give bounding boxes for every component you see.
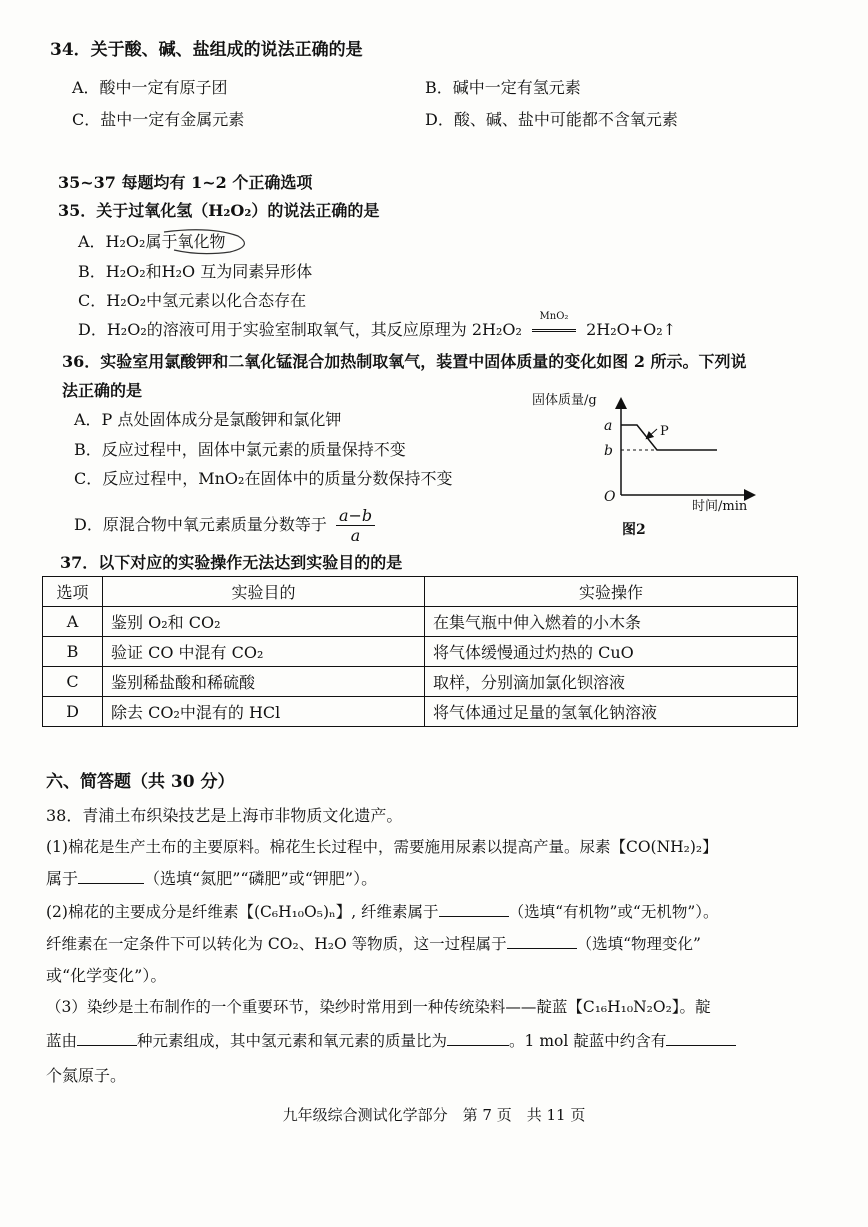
q34-option-d: D．酸、碱、盐中可能都不含氧元素	[425, 110, 678, 129]
row-purpose: 鉴别稀盐酸和稀硫酸	[103, 667, 425, 697]
answer-blank-organic[interactable]	[439, 902, 509, 917]
catalyst-label: MnO₂	[539, 311, 569, 322]
q38-part3-text2: 种元素组成，其中氢元素和氧元素的质量比为	[137, 1032, 448, 1050]
row-option: B	[43, 637, 103, 667]
row-option: C	[43, 667, 103, 697]
section-6-title: 六、简答题（共 30 分）	[46, 772, 235, 792]
q38-part2-line2	[46, 934, 701, 954]
handwritten-mark-icon	[160, 226, 255, 258]
row-operation: 取样，分别滴加氯化钡溶液	[425, 667, 798, 697]
q38-stem: 38．青浦土布织染技艺是上海市非物质文化遗产。	[46, 806, 403, 825]
q34-option-c: C．盐中一定有金属元素	[72, 110, 245, 129]
q35-option-b: B．H₂O₂和H₂O 互为同素异形体	[78, 262, 313, 281]
mass-fraction	[336, 506, 375, 545]
q38-part3-line3: 个氮原子。	[46, 1066, 127, 1085]
q35-option-d	[78, 311, 677, 339]
fraction-numerator: a−b	[336, 506, 375, 526]
row-purpose: 除去 CO₂中混有的 HCl	[103, 697, 425, 727]
q36-option-b: B．反应过程中，固体中氯元素的质量保持不变	[74, 440, 406, 459]
figure-caption: 图2	[622, 522, 646, 538]
point-p-label: P	[660, 424, 669, 439]
figure-ylabel: 固体质量/g	[532, 393, 597, 408]
table-row	[43, 697, 798, 727]
tick-b: b	[604, 443, 613, 459]
row-operation: 在集气瓶中伸入燃着的小木条	[425, 607, 798, 637]
q38-part1-line1: (1)棉花是生产土布的主要原料。棉花生长过程中，需要施用尿素以提高产量。尿素【CO(NH₂)₂】	[46, 838, 718, 856]
answer-blank-mass-ratio[interactable]	[447, 1031, 509, 1046]
origin-label: O	[604, 489, 616, 505]
q34-option-a: A．酸中一定有原子团	[72, 78, 228, 97]
q38-part2-line3: 或“化学变化”）。	[46, 966, 167, 985]
tick-a: a	[604, 418, 613, 434]
table-row	[43, 607, 798, 637]
q37-stem: 37．以下对应的实验操作无法达到实验目的的是	[60, 553, 403, 572]
section-note: 35~37 每题均有 1~2 个正确选项	[58, 173, 313, 192]
row-purpose: 鉴别 O₂和 CO₂	[103, 607, 425, 637]
q38-part3-text1: 蓝由	[46, 1032, 78, 1050]
q35-products: 2H₂O+O₂↑	[586, 320, 677, 339]
answer-blank-fertilizer[interactable]	[78, 869, 144, 884]
q35-stem: 35．关于过氧化氢（H₂O₂）的说法正确的是	[58, 201, 380, 220]
q38-part2-line1	[46, 902, 719, 922]
q38-part1-suffix: （选填“氮肥”“磷肥”或“钾肥”）。	[144, 869, 378, 888]
q38-part2b-prefix: 纤维素在一定条件下可以转化为 CO₂、H₂O 等物质，这一过程属于	[46, 935, 507, 953]
row-purpose: 验证 CO 中混有 CO₂	[103, 637, 425, 667]
q36-option-a: A．P 点处固体成分是氯酸钾和氯化钾	[74, 410, 342, 429]
figure-xlabel: 时间/min	[692, 499, 748, 514]
q38-part2-prefix: (2)棉花的主要成分是纤维素【(C₆H₁₀O₅)ₙ】, 纤维素属于	[46, 903, 439, 921]
q38-part2b-suffix: （选填“物理变化”	[576, 935, 701, 953]
q38-part2-suffix: （选填“有机物”或“无机物”）。	[508, 903, 719, 921]
mass-curve	[621, 425, 717, 450]
page-footer: 九年级综合测试化学部分 第 7 页 共 11 页	[282, 1106, 586, 1124]
answer-blank-element-count[interactable]	[77, 1031, 137, 1046]
table-row	[43, 637, 798, 667]
row-option: D	[43, 697, 103, 727]
answer-blank-nitrogen-atoms[interactable]	[666, 1031, 736, 1046]
q36-option-d	[74, 506, 375, 545]
q38-part1-line2	[46, 869, 377, 888]
row-option: A	[43, 607, 103, 637]
q36-stem-line2: 法正确的是	[62, 381, 143, 400]
q35-option-a: A．H₂O₂属于氧化物	[78, 232, 226, 251]
q34-option-b: B．碱中一定有氢元素	[425, 78, 581, 97]
row-operation: 将气体通过足量的氢氧化钠溶液	[425, 697, 798, 727]
fraction-denominator: a	[350, 526, 361, 546]
figure-2-graph	[595, 395, 760, 507]
header-purpose: 实验目的	[103, 577, 425, 607]
q34-stem: 34．关于酸、碱、盐组成的说法正确的是	[50, 40, 363, 60]
q38-part3-line1: （3）染纱是土布制作的一个重要环节，染纱时常用到一种传统染料——靛蓝【C₁₆H₁₀N₂O₂】。靛	[46, 998, 711, 1016]
q35-option-d-text: D．H₂O₂的溶液可用于实验室制取氧气，其反应原理为 2H₂O₂	[78, 320, 522, 339]
q35-option-c: C．H₂O₂中氢元素以化合态存在	[78, 291, 307, 310]
header-option: 选项	[43, 577, 103, 607]
q38-part3-text3: 。1 mol 靛蓝中约含有	[509, 1032, 667, 1050]
answer-blank-change[interactable]	[507, 934, 577, 949]
q38-part1-prefix: 属于	[46, 869, 79, 888]
q36-stem-line1: 36．实验室用氯酸钾和二氧化锰混合加热制取氧气，装置中固体质量的变化如图 2 所示。下列说	[62, 352, 747, 371]
experiment-table	[42, 576, 798, 727]
q36-option-c: C．反应过程中，MnO₂在固体中的质量分数保持不变	[74, 469, 453, 488]
q36-option-d-text: D．原混合物中氧元素质量分数等于	[74, 515, 327, 535]
q38-part3-line2	[46, 1031, 736, 1051]
reaction-arrow	[530, 311, 578, 339]
header-operation: 实验操作	[425, 577, 798, 607]
table-row	[43, 667, 798, 697]
table-header-row	[43, 577, 798, 607]
row-operation: 将气体缓慢通过灼热的 CuO	[425, 637, 798, 667]
